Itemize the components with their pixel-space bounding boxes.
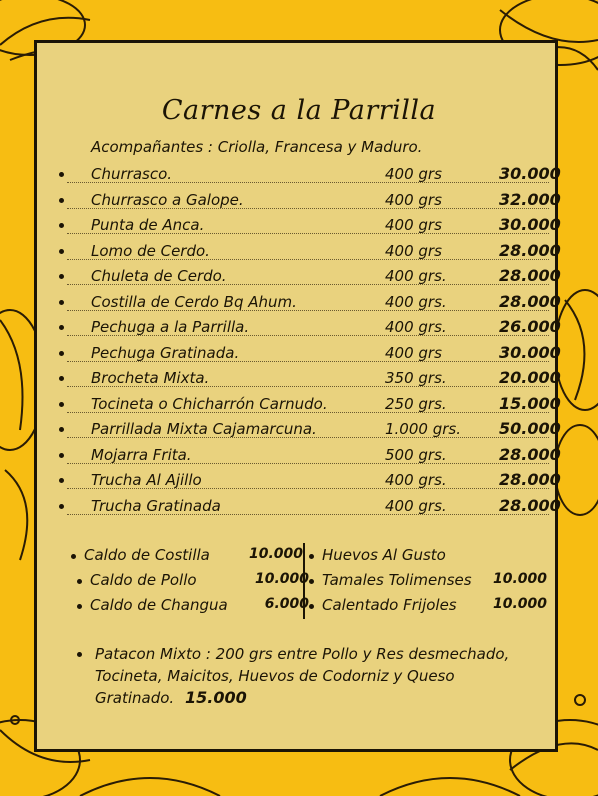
bullet-icon	[59, 198, 64, 203]
bullet-icon	[309, 554, 314, 559]
item-price: 26.000	[499, 317, 561, 336]
item-price: 28.000	[499, 495, 561, 515]
menu-item	[59, 444, 561, 466]
item-price: 28.000	[499, 470, 561, 489]
menu-card	[34, 40, 561, 752]
bullet-icon	[59, 274, 64, 279]
patacon-item	[77, 643, 517, 709]
patacon-price: 15.000	[184, 688, 247, 707]
item-name: Tocineta o Chicharrón Carnudo.	[91, 394, 328, 413]
soup-item	[71, 546, 303, 566]
item-grams: 400 grs.	[385, 318, 447, 336]
menu-subtitle: Acompañantes : Criolla, Francesa y Maduro.	[91, 138, 423, 156]
item-price: 28.000	[499, 444, 561, 464]
side-price: 10.000	[492, 596, 547, 612]
item-grams: 400 grs	[385, 241, 442, 260]
bullet-icon	[77, 579, 82, 584]
soup-price: 10.000	[248, 546, 303, 562]
item-price: 50.000	[499, 419, 561, 438]
bullet-icon	[77, 604, 82, 609]
bullet-icon	[71, 554, 76, 559]
bullet-icon	[59, 351, 64, 356]
soup-item	[77, 596, 309, 616]
item-grams: 250 grs.	[385, 394, 447, 413]
soup-name: Caldo de Pollo	[90, 571, 197, 589]
item-grams: 400 grs.	[385, 496, 447, 515]
soup-name: Caldo de Changua	[90, 596, 228, 614]
side-name: Huevos Al Gusto	[322, 546, 446, 564]
menu-item	[59, 495, 561, 517]
menu-item	[59, 291, 561, 313]
bullet-icon	[59, 402, 64, 407]
item-grams: 400 grs.	[385, 267, 447, 285]
item-grams: 350 grs.	[385, 369, 447, 387]
item-name: Pechuga a la Parrilla.	[91, 318, 250, 336]
item-name: Parrillada Mixta Cajamarcuna.	[91, 420, 317, 438]
item-name: Punta de Anca.	[91, 216, 205, 234]
menu-item	[59, 163, 561, 185]
menu-item	[59, 342, 561, 364]
item-price: 15.000	[499, 393, 561, 413]
item-name: Churrasco a Galope.	[91, 190, 244, 209]
item-price: 28.000	[499, 291, 561, 311]
bullet-icon	[59, 427, 64, 432]
item-price: 30.000	[499, 164, 561, 183]
item-price: 32.000	[499, 189, 561, 209]
bullet-icon	[59, 172, 64, 177]
bullet-icon	[309, 579, 314, 584]
side-name: Calentado Frijoles	[322, 596, 457, 614]
soup-item	[77, 571, 309, 591]
menu-item	[59, 240, 561, 262]
bullet-icon	[59, 325, 64, 330]
bullet-icon	[309, 604, 314, 609]
side-price: 10.000	[492, 571, 547, 587]
item-price: 20.000	[499, 368, 561, 387]
bullet-icon	[59, 478, 64, 483]
item-name: Mojarra Frita.	[91, 445, 192, 464]
bullet-icon	[59, 504, 64, 509]
bullet-icon	[59, 376, 64, 381]
menu-item	[59, 214, 561, 236]
soup-name: Caldo de Costilla	[84, 546, 210, 564]
item-price: 30.000	[499, 215, 561, 234]
bullet-icon	[59, 453, 64, 458]
item-price: 28.000	[499, 266, 561, 285]
menu-item	[59, 189, 561, 211]
item-grams: 400 grs	[385, 216, 442, 234]
item-price: 30.000	[499, 342, 561, 362]
item-name: Trucha Gratinada	[91, 496, 221, 515]
menu-item	[59, 469, 561, 491]
item-grams: 1.000 grs.	[385, 420, 461, 438]
bullet-icon	[59, 300, 64, 305]
bullet-icon	[59, 249, 64, 254]
menu-item	[59, 393, 561, 415]
item-name: Brocheta Mixta.	[91, 369, 210, 387]
side-item	[309, 546, 547, 566]
item-name: Pechuga Gratinada.	[91, 343, 240, 362]
item-name: Trucha Al Ajillo	[91, 471, 202, 489]
soup-price: 6.000	[264, 596, 309, 612]
item-grams: 400 grs.	[385, 292, 447, 311]
item-name: Churrasco.	[91, 165, 173, 183]
item-grams: 400 grs	[385, 343, 442, 362]
menu-item	[59, 265, 561, 287]
item-name: Lomo de Cerdo.	[91, 241, 210, 260]
item-grams: 400 grs.	[385, 471, 447, 489]
item-name: Chuleta de Cerdo.	[91, 267, 227, 285]
menu-title: Carnes a la Parrilla	[161, 95, 437, 126]
patacon-description: Patacon Mixto : 200 grs entre Pollo y Res desmechado, Tocineta, Maicitos, Huevos de Codorniz y Queso Gratinado.	[95, 645, 510, 707]
item-name: Costilla de Cerdo Bq Ahum.	[91, 292, 297, 311]
menu-item	[59, 316, 561, 338]
side-item	[309, 571, 547, 591]
item-grams: 400 grs	[385, 165, 442, 183]
bullet-icon	[77, 652, 82, 657]
side-name: Tamales Tolimenses	[322, 571, 472, 589]
menu-item	[59, 418, 561, 440]
bullet-icon	[59, 223, 64, 228]
item-grams: 500 grs.	[385, 445, 447, 464]
menu-item	[59, 367, 561, 389]
item-grams: 400 grs	[385, 190, 442, 209]
item-price: 28.000	[499, 240, 561, 260]
side-item	[309, 596, 547, 616]
soup-price: 10.000	[254, 571, 309, 587]
